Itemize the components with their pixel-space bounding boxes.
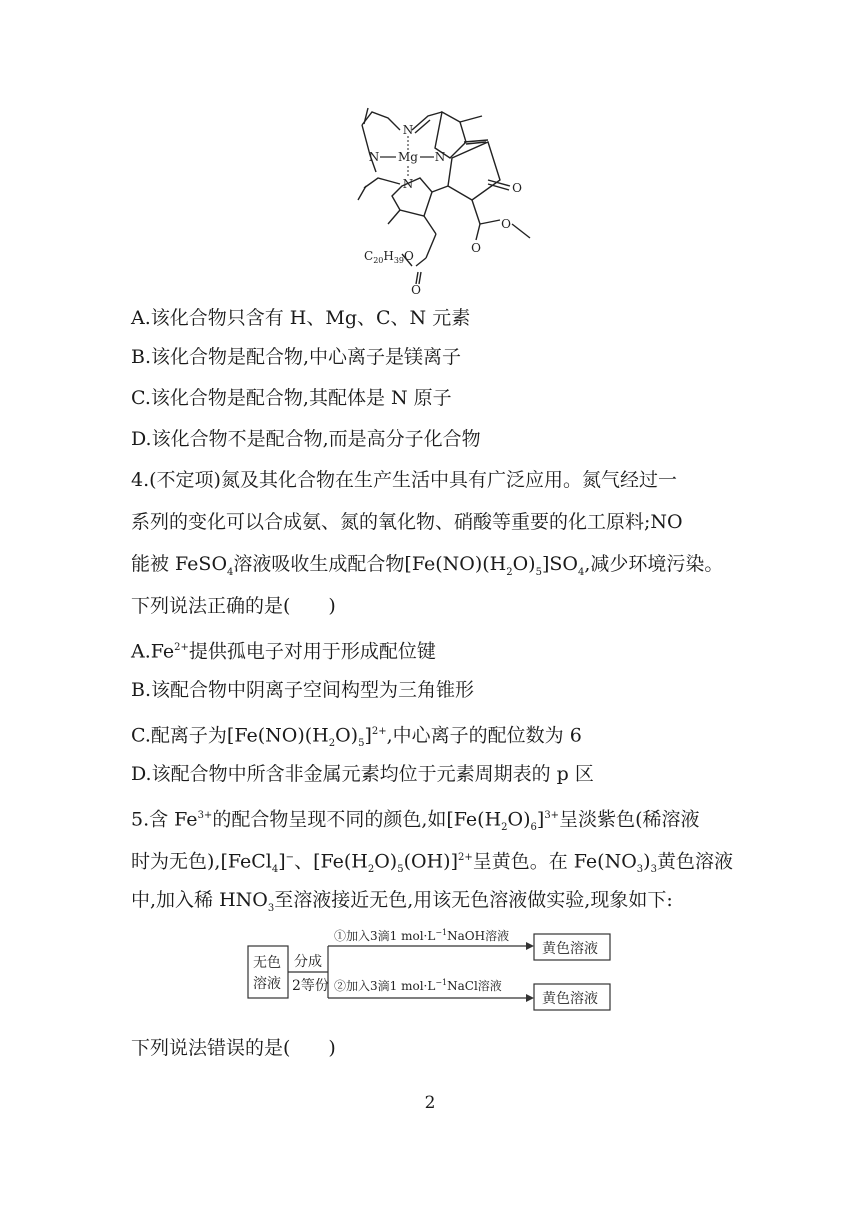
q3-option-c: C.该化合物是配合物,其配体是 N 原子 <box>131 387 452 409</box>
result-top: 黄色溶液 <box>542 941 598 957</box>
atom-o-ester: O <box>501 217 511 231</box>
atom-n-left: N <box>368 150 380 164</box>
experiment-flowchart <box>240 916 620 1016</box>
q3-option-b: B.该化合物是配合物,中心离子是镁离子 <box>131 346 462 368</box>
step-2-label: ②加入3滴1 $mol\cdot L^{-1}NaCl$溶液 <box>334 978 502 993</box>
atom-n-bottom: N <box>402 177 414 191</box>
split-label-2: 2等份 <box>292 978 329 994</box>
atom-n-top: N <box>402 123 414 137</box>
page-number: 2 <box>424 1093 436 1113</box>
step-1-label: ①加入3滴1 $mol\cdot L^{-1}NaOH$溶液 <box>334 928 510 943</box>
split-label-1: 分成 <box>294 954 322 970</box>
q4-stem-line-2: 系列的变化可以合成氨、氮的氧化物、硝酸等重要的化工原料;NO <box>131 511 683 533</box>
q3-option-d: D.该化合物不是配合物,而是高分子化合物 <box>131 428 481 450</box>
q5-stem-line-2: 时为无色),[FeCl$_4$]−、$[Fe(H_2O)_5(OH)]^{2+}$呈黄色。在 $Fe(NO_3)_3$黄色溶液 <box>131 850 733 876</box>
atom-o-ester-double: O <box>471 241 481 255</box>
q4-option-c: C.配离子为$[Fe(NO)(H_2O)_5]^{2+}$,中心离子的配位数为 6 <box>131 724 582 750</box>
q5-stem-line-1: 5.含 $Fe^{3+}$的配合物呈现不同的颜色,如$[Fe(H_2O)_6]^{3+}$呈淡紫色(稀溶液 <box>131 808 700 834</box>
q4-stem-line-1: 4.(不定项)氮及其化合物在生产生活中具有广泛应用。氮气经过一 <box>131 469 677 491</box>
q5-question: 下列说法错误的是( ) <box>131 1037 336 1059</box>
start-label-1: 无色 <box>253 955 281 971</box>
atom-mg: Mg <box>398 150 418 164</box>
q5-stem-line-3: 中,加入稀 $HNO_3$至溶液接近无色,用该无色溶液做实验,现象如下: <box>131 889 673 914</box>
chlorophyll-structure-diagram <box>340 100 540 295</box>
q4-option-b: B.该配合物中阴离子空间构型为三角锥形 <box>131 679 475 701</box>
q4-question: 下列说法正确的是( ) <box>131 595 336 617</box>
q4-option-d: D.该配合物中所含非金属元素均位于元素周期表的 p 区 <box>131 763 594 785</box>
result-bottom: 黄色溶液 <box>542 991 598 1007</box>
atom-n-right: N <box>434 150 446 164</box>
start-label-2: 溶液 <box>253 976 281 992</box>
atom-o-ketone: O <box>512 181 522 195</box>
q4-option-a: $A.Fe^{2+}$提供孤电子对用于形成配位键 <box>131 640 436 663</box>
sidechain-label: $C_{20}H_{39}O$ <box>364 249 414 265</box>
q3-option-a: A.该化合物只含有 H、Mg、C、N 元素 <box>131 307 471 329</box>
q4-stem-line-3: 能被 FeSO$_4$溶液吸收生成配合物$[Fe(NO)(H_2O)_5]SO_4$,减少环境污染。 <box>131 553 724 578</box>
atom-o-chain: O <box>411 283 421 295</box>
